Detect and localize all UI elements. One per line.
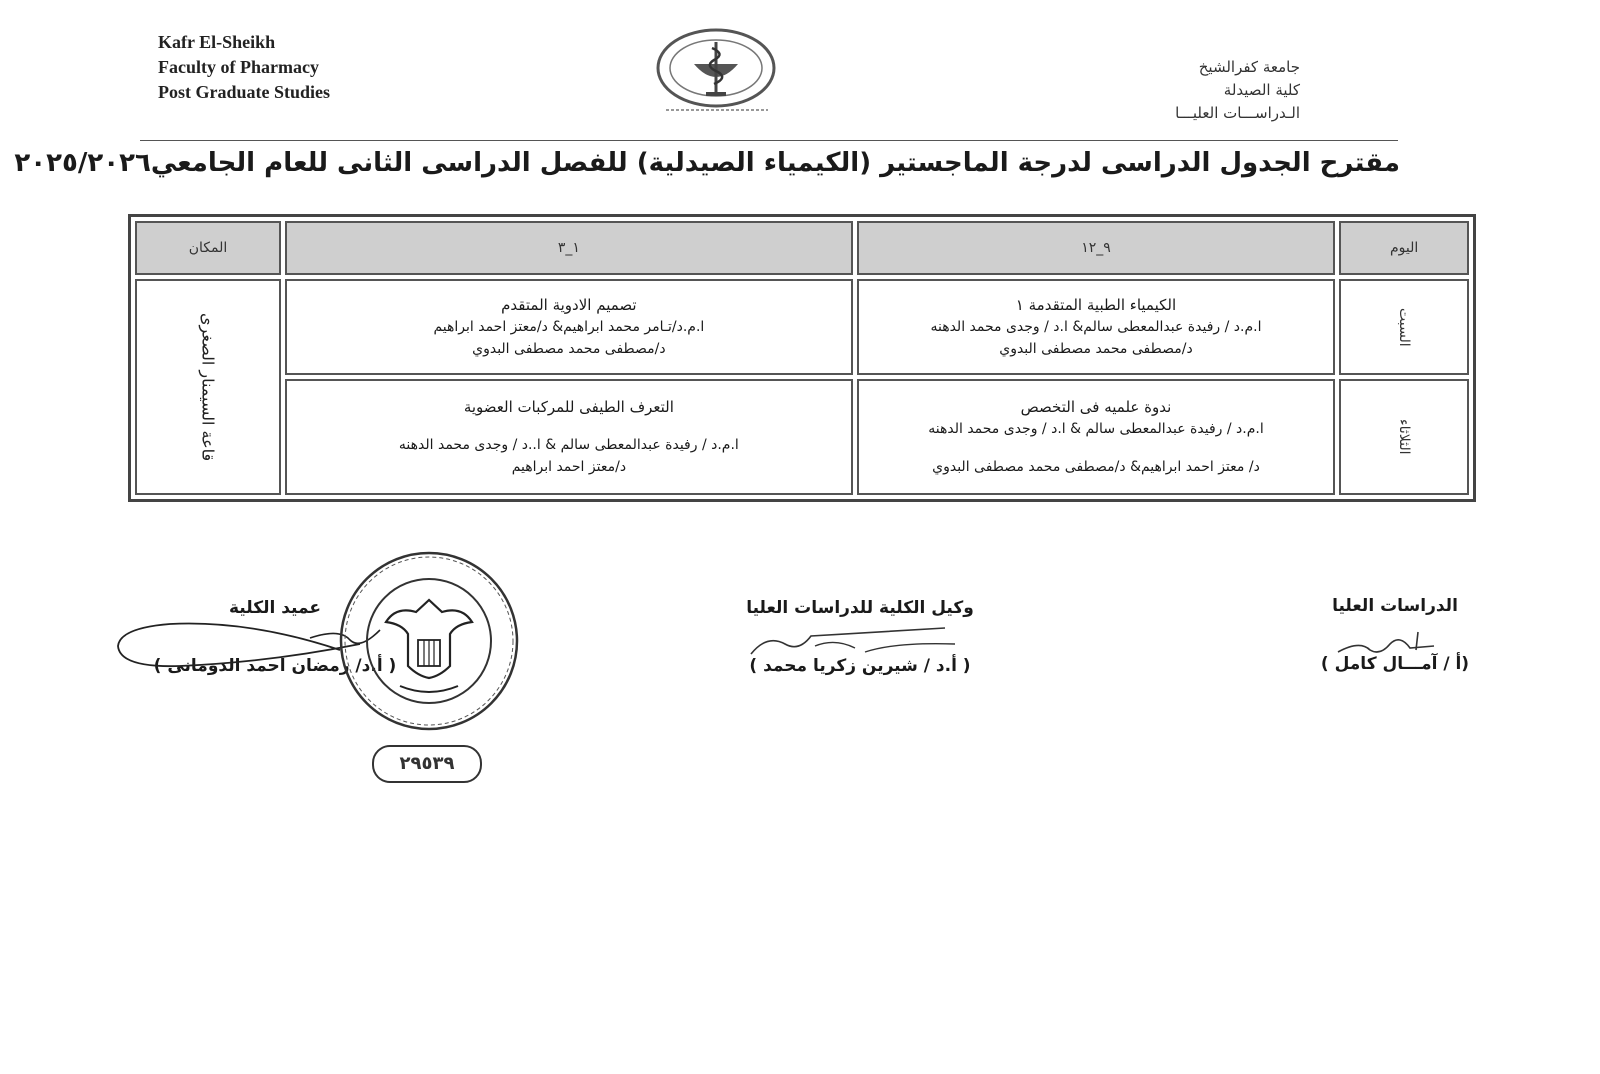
session-cell [285, 379, 853, 495]
signature-name: ( أ.د/ رمضان احمد الدومانى ) [153, 656, 397, 676]
table-row [135, 279, 1469, 375]
course-name: التعرف الطيفى للمركبات العضوية [463, 398, 674, 416]
header-day: اليوم [1339, 221, 1469, 275]
header-university-en: Kafr El-Sheikh [158, 32, 276, 52]
instructors-line: ا.م.د / رفيدة عبدالمعطى سالم & ا..د / وجدى محمد الدهنه [398, 437, 739, 453]
header-left-block [158, 30, 418, 105]
place-label: قاعة السيمنار الصغرى [198, 312, 218, 462]
session-cell [857, 379, 1336, 495]
schedule-header-row [135, 221, 1469, 275]
day-cell [1339, 379, 1469, 495]
instructors-line: د/مصطفى محمد مصطفى البدوي [999, 341, 1193, 357]
course-name: ندوة علميه فى التخصص [1020, 398, 1172, 416]
course-name: تصميم الادوية المتقدم [501, 296, 637, 314]
instructors-line: ا.م.د/تـامر محمد ابراهيم& د/معتز احمد ابراهيم [433, 319, 705, 335]
session-cell [285, 279, 853, 375]
seal-number: ٢٩٥٣٩ [399, 753, 455, 774]
header-slot-morning: ٩_١٢ [857, 221, 1336, 275]
place-cell [135, 279, 281, 495]
handwritten-signature-icon [1330, 626, 1440, 660]
session-cell [857, 279, 1336, 375]
day-cell [1339, 279, 1469, 375]
header-department-en: Post Graduate Studies [158, 82, 331, 102]
pharmacy-faculty-logo-icon [656, 28, 790, 114]
day-label: السبت [1396, 307, 1413, 347]
header-department-ar: الـدراســـات العليـــا [1175, 104, 1300, 122]
header-right-block [1080, 56, 1300, 125]
faculty-eagle-seal-icon [336, 548, 522, 734]
instructors-line: د/ معتز احمد ابراهيم& د/مصطفى محمد مصطفى البدوي [932, 459, 1260, 475]
instructors-line: ا.م.د / رفيدة عبدالمعطى سالم& ا.د / وجدى محمد الدهنه [930, 319, 1262, 335]
signature-title: وكيل الكلية للدراسات العليا [746, 598, 974, 618]
schedule-table [128, 214, 1476, 502]
seal-number-stamp [372, 745, 482, 783]
table-row [135, 379, 1469, 495]
header-place: المكان [135, 221, 281, 275]
header-slot-afternoon: ١_٣ [285, 221, 853, 275]
handwritten-signature-icon [745, 622, 965, 662]
signature-name: (أ / آمـــال كامل ) [1320, 654, 1470, 674]
signature-title: عميد الكلية [229, 598, 321, 618]
header-faculty-ar: كلية الصيدلة [1223, 81, 1300, 99]
day-label: الثلاثاء [1396, 419, 1413, 455]
header-university-ar: جامعة كفرالشيخ [1198, 58, 1300, 76]
header-faculty-en: Faculty of Pharmacy [158, 57, 319, 77]
instructors-line: د/معتز احمد ابراهيم [511, 459, 627, 475]
signature-title: الدراسات العليا [1332, 596, 1458, 616]
course-name: الكيمياء الطبية المتقدمة ١ [1015, 296, 1177, 314]
signature-name: ( أ.د / شيرين زكريا محمد ) [749, 656, 971, 676]
document-title: مقترح الجدول الدراسى لدرجة الماجستير (الكيمياء الصيدلية) للفصل الدراسى الثانى للعام الجامعي٢٠٢٥/٢٠٢٦ [14, 148, 1400, 178]
instructors-line: ا.م.د / رفيدة عبدالمعطى سالم & ا.د / وجدى محمد الدهنه [928, 421, 1264, 437]
instructors-line: د/مصطفى محمد مصطفى البدوي [472, 341, 666, 357]
header-divider [140, 140, 1398, 141]
